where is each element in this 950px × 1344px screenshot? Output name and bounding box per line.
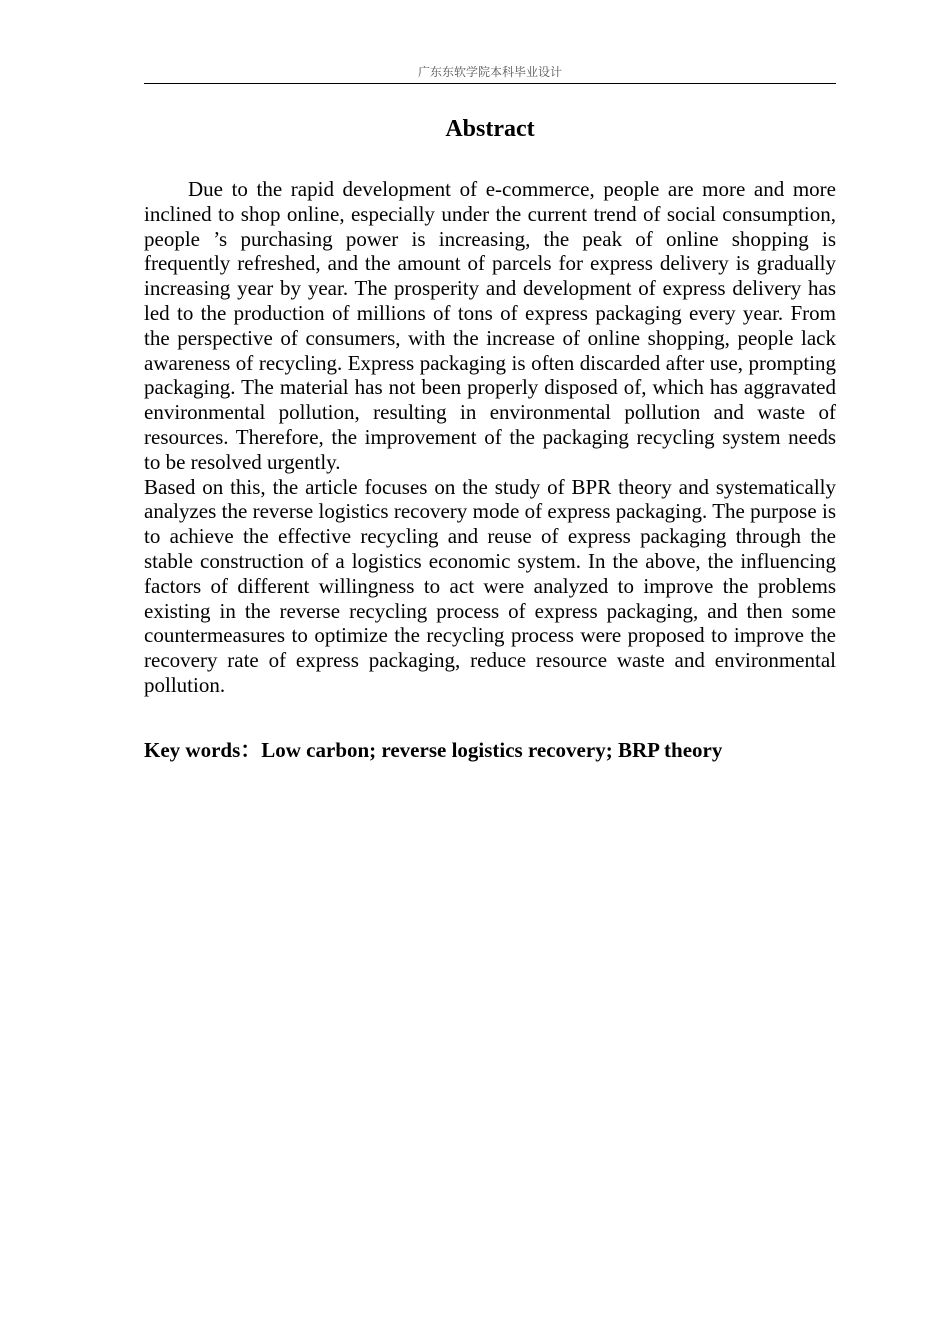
keywords-line (144, 737, 836, 763)
abstract-paragraph-1: Due to the rapid development of e-commerce, people are more and more inclined to shop online, especially under the current trend of social consumption, people ’s purchasing power is increasing, the peak of online shopping is frequently refreshed, and the amount of parcels for express delivery is gradually increasing year by year. The prosperity and development of express delivery has led to the production of millions of tons of express packaging every year. From the perspective of consumers, with the increase of online shopping, people lack awareness of recycling. Express packaging is often discarded after use, prompting packaging. The material has not been properly disposed of, which has aggravated environmental pollution, resulting in environmental pollution and waste of resources. Therefore, the improvement of the packaging recycling system needs to be resolved urgently. (144, 177, 836, 474)
keywords-value: Low carbon; reverse logistics recovery; BRP theory (261, 738, 723, 762)
running-header: 广东东软学院本科毕业设计 (417, 65, 562, 79)
header-rule (144, 83, 836, 84)
abstract-paragraph-2: Based on this, the article focuses on the study of BPR theory and systematically analyzes the reverse logistics recovery mode of express packaging. The purpose is to achieve the effective recycling and reuse of express packaging through the stable construction of a logistics economic system. In the above, the influencing factors of different willingness to act were analyzed to improve the problems existing in the reverse recycling process of express packaging, and then some countermeasures to optimize the recycling process were proposed to improve the recovery rate of express packaging, reduce resource waste and environmental pollution. (144, 474, 836, 697)
keywords-label: Key words： (144, 738, 262, 762)
abstract-title: Abstract (445, 116, 535, 142)
abstract-body (144, 177, 836, 698)
